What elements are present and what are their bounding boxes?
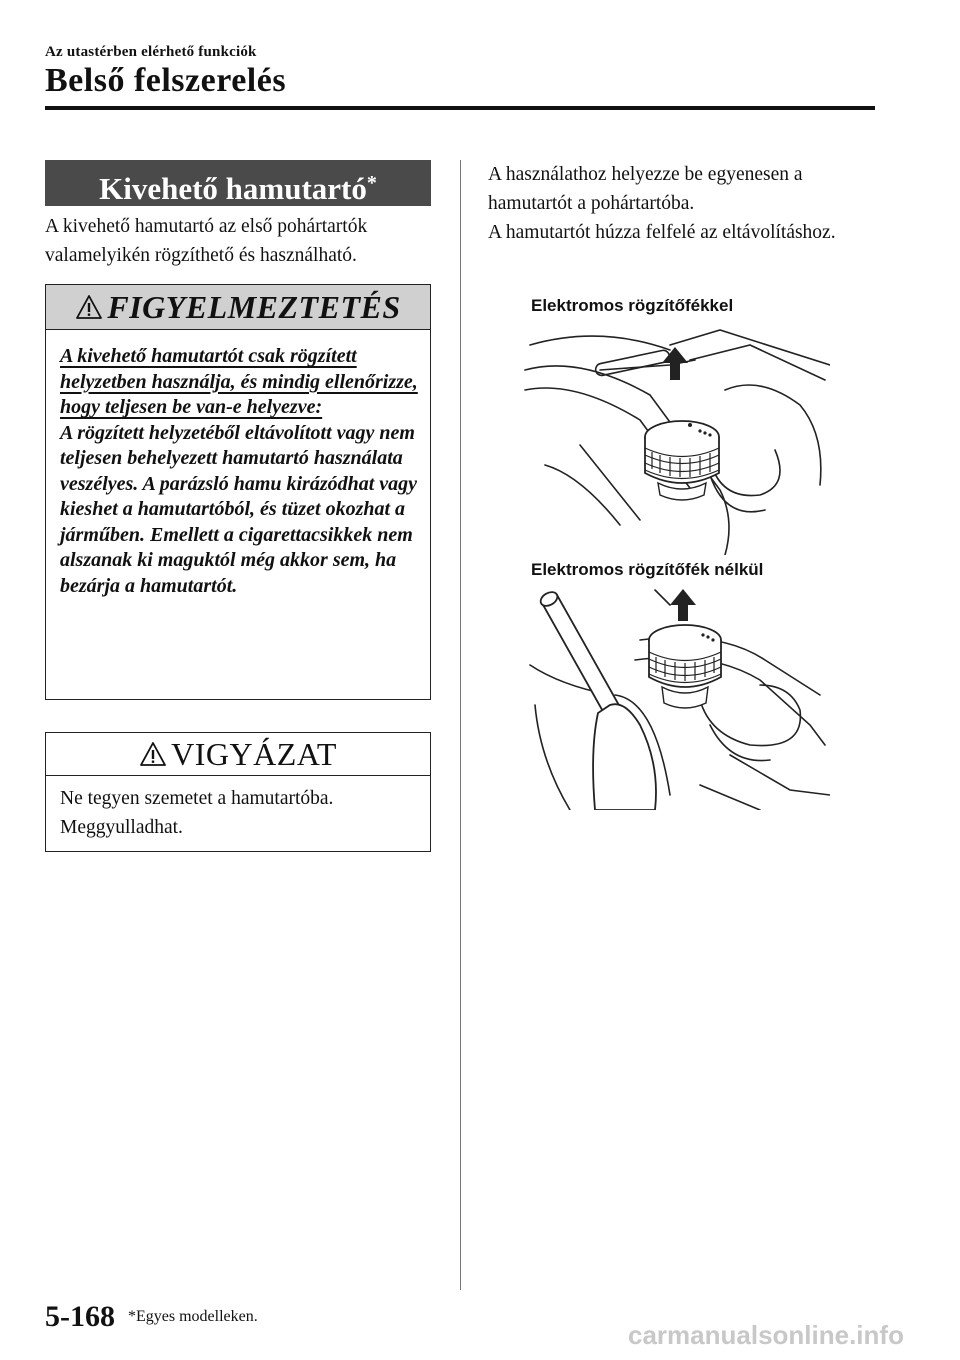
warning-emphasis: A kivehető hamutartót csak rögzített helyzetben használja, és mindig ellenőrizze, hogy teljesen be van-e helyezve: bbox=[60, 345, 418, 418]
alert-triangle-icon bbox=[139, 741, 167, 767]
column-divider bbox=[460, 160, 461, 1290]
section-intro: A kivehető hamutartó az első pohártartók valamelyikén rögzíthető és használható. bbox=[45, 216, 368, 266]
header-rule bbox=[45, 106, 875, 110]
watermark: carmanualsonline.info bbox=[628, 1320, 904, 1350]
figure-1-label: Elektromos rögzítőfékkel bbox=[531, 296, 734, 315]
warning-title: FIGYELMEZTETÉS bbox=[107, 288, 401, 325]
breadcrumb: Az utastérben elérhető funkciók bbox=[45, 44, 257, 60]
caution-text: Ne tegyen szemetet a hamutartóba. Meggyulladhat. bbox=[60, 788, 334, 838]
caution-title: VIGYÁZAT bbox=[171, 735, 337, 772]
figure-2-label: Elektromos rögzítőfék nélkül bbox=[531, 560, 764, 579]
section-title bbox=[45, 160, 431, 206]
warning-box bbox=[45, 284, 431, 700]
page-number: 5-168 bbox=[45, 1300, 115, 1333]
caution-box bbox=[45, 732, 431, 852]
caution-header bbox=[46, 733, 430, 776]
warning-body bbox=[46, 330, 430, 599]
figure-2-illustration bbox=[520, 585, 830, 810]
figure-1-illustration bbox=[520, 325, 830, 555]
section-title-text: Kivehető hamutartó bbox=[99, 171, 367, 206]
warning-header bbox=[46, 285, 430, 330]
page-title: Belső felszerelés bbox=[45, 62, 287, 99]
section-title-mark: * bbox=[366, 172, 377, 194]
alert-triangle-icon bbox=[75, 294, 103, 320]
warning-text: A rögzített helyzetéből eltávolított vagy nem teljesen behelyezett hamutartó használata veszélyes. A parázsló hamu kirázódhat vagy kieshet a hamutartóból, és tüzet okozhat a járműben. Emellett a cigarettacsikkek nem alszanak ki maguktól még akkor sem, ha bezárja a hamutartót. bbox=[60, 421, 418, 597]
instructions: A használathoz helyezze be egyenesen a hamutartót a pohártartóba. A hamutartót húzza felfelé az eltávolításhoz. bbox=[488, 164, 836, 243]
footnote: *Egyes modelleken. bbox=[128, 1308, 258, 1325]
